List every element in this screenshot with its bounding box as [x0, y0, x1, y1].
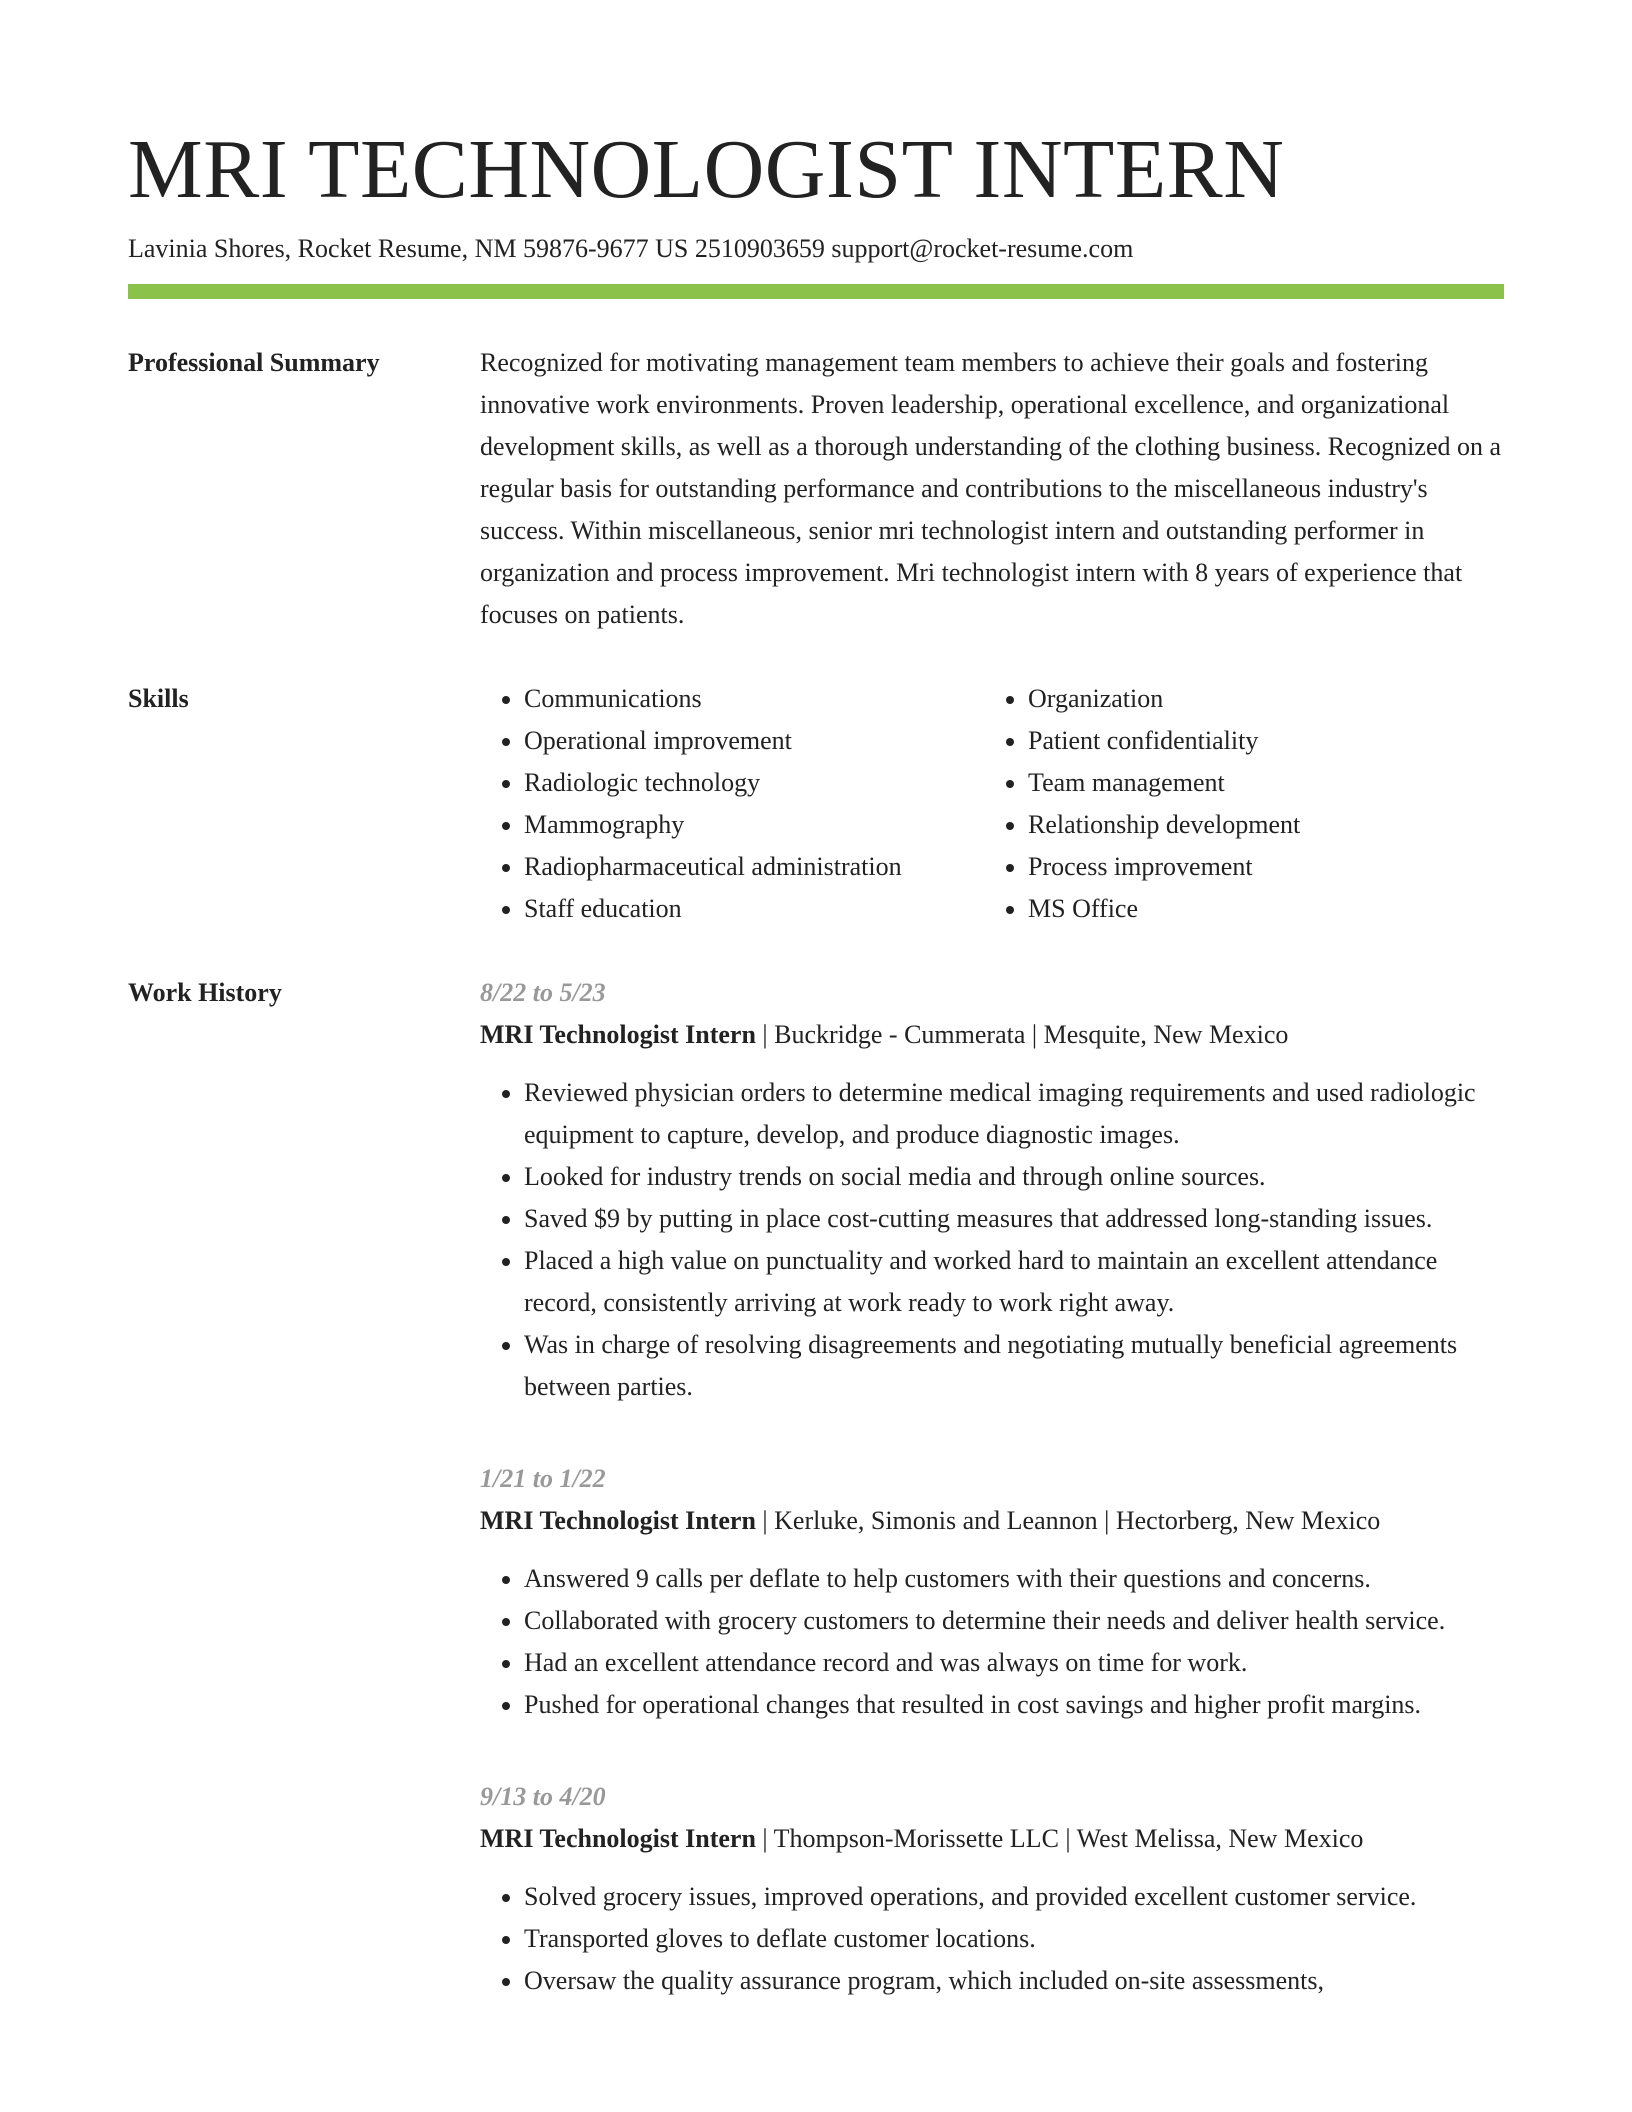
job-bullet: • Oversaw the quality assurance program, which included on-site assessments,: [524, 1960, 1504, 2002]
job-bullet: • Answered 9 calls per deflate to help customers with their questions and concerns.: [524, 1558, 1504, 1600]
section-label-skills: Skills: [128, 684, 189, 713]
job-entry: [480, 1458, 1504, 1726]
skill-item: • Communications: [524, 678, 984, 720]
job-title-line: [480, 1500, 1504, 1542]
job-bullet: • Was in charge of resolving disagreements and negotiating mutually beneficial agreements between parties.: [524, 1324, 1504, 1408]
job-bullet: • Had an excellent attendance record and was always on time for work.: [524, 1642, 1504, 1684]
contact-line: Lavinia Shores, Rocket Resume, NM 59876-9677 US 2510903659 support@rocket-resume.com: [128, 234, 1134, 263]
professional-summary-section: [128, 350, 1504, 636]
skill-item: • Radiologic technology: [524, 762, 984, 804]
job-title: MRI Technologist Intern: [480, 1020, 756, 1049]
job-bullets: [480, 1072, 1504, 1408]
job-employer-location: | Kerluke, Simonis and Leannon | Hectorberg, New Mexico: [755, 1506, 1381, 1535]
skill-item: • Mammography: [524, 804, 984, 846]
skills-list-left: [480, 678, 984, 930]
job-employer-location: | Thompson-Morissette LLC | West Melissa, New Mexico: [755, 1824, 1364, 1853]
job-dates: 1/21 to 1/22: [480, 1464, 606, 1493]
section-label-work-history: Work History: [128, 978, 282, 1007]
skill-item: • Organization: [1028, 678, 1488, 720]
job-entry: [480, 1776, 1504, 2002]
work-history-section: [128, 980, 1504, 2052]
job-bullet: • Saved $9 by putting in place cost-cutting measures that addressed long-standing issues.: [524, 1198, 1504, 1240]
summary-content: [480, 342, 1504, 636]
header-divider: [128, 284, 1504, 299]
skills-section: [128, 686, 1504, 930]
resume-name-heading: MRI TECHNOLOGIST INTERN: [128, 123, 1285, 216]
skill-item: • Radiopharmaceutical administration: [524, 846, 984, 888]
job-title: MRI Technologist Intern: [480, 1506, 756, 1535]
work-history-content: [480, 972, 1504, 2052]
skill-item: • Operational improvement: [524, 720, 984, 762]
skill-item: • Team management: [1028, 762, 1488, 804]
job-bullet: • Collaborated with grocery customers to determine their needs and deliver health service.: [524, 1600, 1504, 1642]
job-bullets: [480, 1876, 1504, 2002]
resume-page: [128, 120, 1504, 2052]
section-label-summary: Professional Summary: [128, 348, 380, 377]
summary-text: Recognized for motivating management team members to achieve their goals and fostering innovative work environments. Proven leadership, operational excellence, and organizational development skills, as well as a thorough understanding of the clothing business. Recognized on a regular basis for outstanding performance and contributions to the miscellaneous industry's success. Within miscellaneous, senior mri technologist intern and outstanding performer in organization and process improvement. Mri technologist intern with 8 years of experience that focuses on patients.: [480, 348, 1502, 629]
skill-item: • Staff education: [524, 888, 984, 930]
job-title-line: [480, 1014, 1504, 1056]
job-dates: 8/22 to 5/23: [480, 978, 606, 1007]
skills-list-right: [984, 678, 1488, 930]
skill-item: • MS Office: [1028, 888, 1488, 930]
job-bullet: • Reviewed physician orders to determine medical imaging requirements and used radiologic equipment to capture, develop, and produce diagnostic images.: [524, 1072, 1504, 1156]
job-title: MRI Technologist Intern: [480, 1824, 756, 1853]
job-bullets: [480, 1558, 1504, 1726]
job-bullet: • Transported gloves to deflate customer locations.: [524, 1918, 1504, 1960]
job-bullet: • Looked for industry trends on social media and through online sources.: [524, 1156, 1504, 1198]
skill-item: • Process improvement: [1028, 846, 1488, 888]
job-bullet: • Solved grocery issues, improved operations, and provided excellent customer service.: [524, 1876, 1504, 1918]
skill-item: • Relationship development: [1028, 804, 1488, 846]
job-bullet: • Pushed for operational changes that resulted in cost savings and higher profit margins.: [524, 1684, 1504, 1726]
job-dates: 9/13 to 4/20: [480, 1782, 606, 1811]
job-employer-location: | Buckridge - Cummerata | Mesquite, New Mexico: [755, 1020, 1289, 1049]
skill-item: • Patient confidentiality: [1028, 720, 1488, 762]
job-entry: [480, 972, 1504, 1408]
job-title-line: [480, 1818, 1504, 1860]
skills-content: [480, 678, 1504, 930]
job-bullet: • Placed a high value on punctuality and worked hard to maintain an excellent attendance record, consistently arriving at work ready to work right away.: [524, 1240, 1504, 1324]
